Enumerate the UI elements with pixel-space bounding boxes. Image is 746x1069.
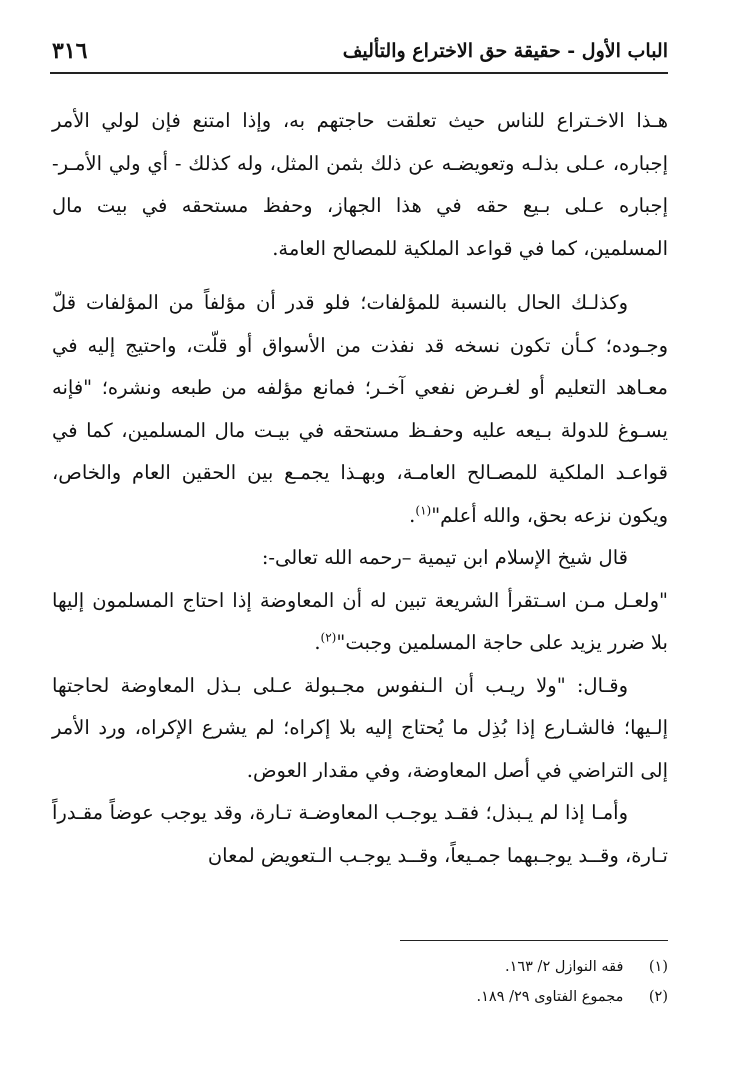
- paragraph-2: وكذلـك الحال بالنسبة للمؤلفات؛ فلو قدر أن مؤلفاً من المؤلفات قلّ وجـوده؛ كـأن تكون نسخه قد نفذت من الأسواق أو قلّت، واحتيج إليه في معـاهد التعليم أو لغـرض نفعي آخـر؛ فمانع مؤلفه من طبعه ونشره؛ "فإنه يسـوغ للدولة بـيعه عليه وحفـظ مستحقه في بيـت مال المسلمين، كما في قواعـد الملكية للمصـالح العامـة، وبهـذا يجمـع بين الحقين العام والخاص، ويكون نزعه بحق، والله أعلم"$^{(١)}$.: [52, 291, 668, 527]
- paragraph-1: هـذا الاخـتراع للناس حيث تعلقت حاجتهم به، وإذا امتنع فإن لولي الأمر إجباره، عـلى بذلـه وتعويضـه عن ذلك بثمن المثل، وله كذلك - أي ولي الأمـر- إجباره عـلى بـيع حقه في هذا الجهاز، وحفظ مستحقه في بيت مال المسلمين، كما في قواعد الملكية للمصالح العامة.: [52, 109, 668, 260]
- footnote-1: [78, 952, 668, 982]
- chapter-title: الباب الأول - حقيقة حق الاختراع والتأليف: [342, 40, 668, 62]
- footnote-text: مجموع الفتاوى ٢٩/ ١٨٩.: [476, 989, 624, 1005]
- paragraph-3: قال شيخ الإسلام ابن تيمية –رحمه الله تعالى-:: [261, 546, 628, 569]
- running-header: [50, 38, 668, 74]
- paragraph-4: "ولعـل مـن اسـتقرأ الشريعة تبين له أن المعاوضة إذا احتاج المسلمون إليها بلا ضرر يزيد على حاجة المسلمين وجبت"$^{(٢)}$.: [52, 588, 668, 654]
- footnote-2: [78, 982, 668, 1012]
- paragraph-6: وأمـا إذا لم يـبذل؛ فقـد يوجـب المعاوضـة تـارة، وقد يوجب عوضاً مقـدراً تـارة، وقــد يوجـبهما جمـيعاً، وقــد يوجـب الـتعويض لمعان: [52, 801, 668, 867]
- footnote-ref-1: (١): [415, 503, 432, 517]
- paragraph-4-text: "ولعـل مـن اسـتقرأ الشريعة تبين له أن المعاوضة إذا احتاج المسلمون إليها بلا ضرر يزيد على حاجة المسلمين وجبت": [52, 588, 668, 654]
- footnote-ref-2: (٢): [320, 630, 337, 645]
- footnotes: [78, 952, 668, 1012]
- paragraph-2-text: وكذلـك الحال بالنسبة للمؤلفات؛ فلو قدر أن مؤلفاً من المؤلفات قلّ وجـوده؛ كـأن تكون نسخه قد نفذت من الأسواق أو قلّت، واحتيج إليه في معـاهد التعليم أو لغـرض نفعي آخـر؛ فمانع مؤلفه من طبعه ونشره؛ "فإنه يسـوغ للدولة بـيعه عليه وحفـظ مستحقه في بيـت مال المسلمين، كما في قواعـد الملكية للمصـالح العامـة، وبهـذا يجمـع بين الحقين العام والخاص، ويكون نزعه بحق، والله أعلم": [52, 291, 668, 527]
- page-number: ٣١٦: [52, 38, 88, 64]
- footnote-number: (١): [648, 959, 668, 975]
- main-text: [52, 100, 668, 877]
- footnote-number: (٢): [648, 989, 668, 1005]
- footnote-text: فقه النوازل ٢/ ١٦٣.: [504, 959, 624, 975]
- footnote-divider: [400, 940, 668, 941]
- paragraph-5: وقـال: "ولا ريـب أن الـنفوس مجـبولة عـلى بـذل المعاوضة لحاجتها إلـيها؛ فالشـارع إذا بُذِل ما يُحتاج إليه بلا إكراه؛ لم يشرع الإكراه، ورد الأمر إلى التراضي في أصل المعاوضة، وفي مقدار العوض.: [52, 673, 668, 782]
